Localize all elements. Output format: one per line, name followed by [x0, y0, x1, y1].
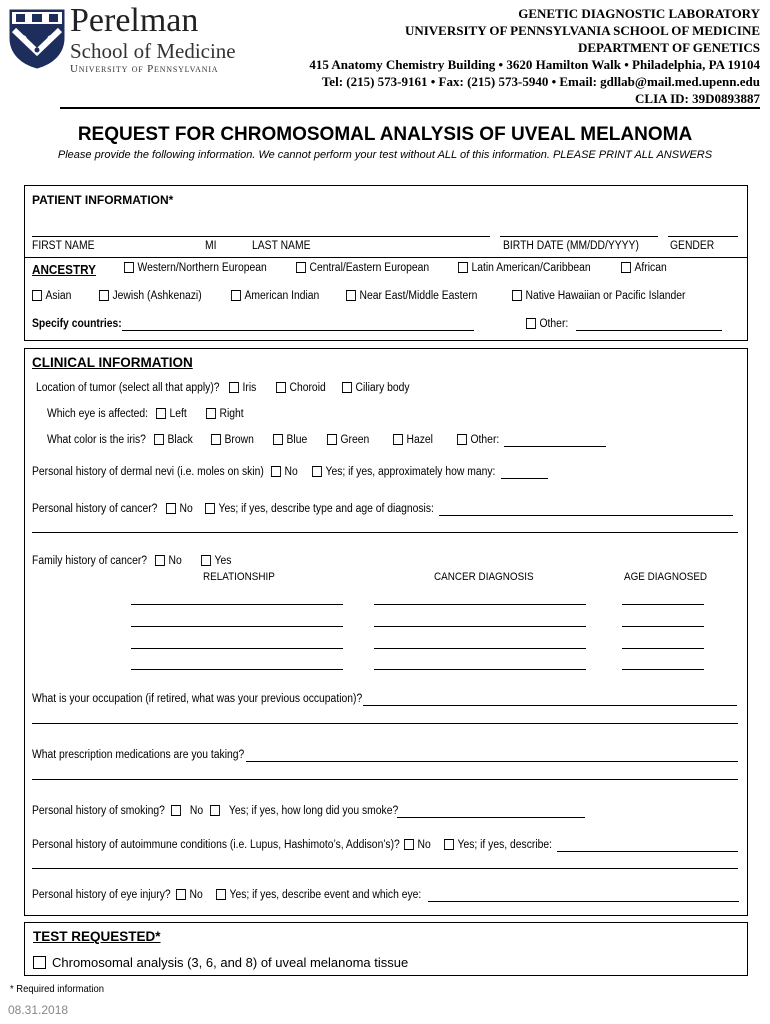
family-row-3-diagnosis[interactable]: [374, 648, 586, 649]
autoimmune-question: Personal history of autoimmune conditions (i.e. Lupus, Hashimoto’s, Addison’s)?: [32, 839, 400, 851]
first-mi-last-name-line[interactable]: [32, 236, 490, 237]
iris-black[interactable]: Black: [154, 434, 193, 446]
patient-heading: PATIENT INFORMATION*: [32, 193, 174, 207]
specify-countries-line[interactable]: [122, 330, 474, 331]
cancer-question: Personal history of cancer?: [32, 503, 158, 515]
logo-university: University of Pennsylvania: [70, 63, 219, 75]
header-university: UNIVERSITY OF PENNSYLVANIA SCHOOL OF MEDICINE: [404, 23, 760, 38]
test-heading: TEST REQUESTED*: [33, 929, 161, 944]
family-row-1-relationship[interactable]: [131, 604, 343, 605]
logo: [8, 2, 258, 75]
ancestry-american-indian[interactable]: American Indian: [231, 290, 319, 302]
checkbox[interactable]: [458, 262, 468, 273]
family-row-1-age[interactable]: [622, 604, 704, 605]
birth-date-label: BIRTH DATE (MM/DD/YYYY): [503, 240, 639, 252]
required-footnote: * Required information: [10, 983, 105, 995]
gender-label: GENDER: [670, 240, 715, 252]
checkbox[interactable]: [32, 290, 42, 301]
header-divider: [60, 107, 760, 109]
checkbox[interactable]: [206, 408, 216, 419]
checkbox[interactable]: [155, 555, 165, 566]
occupation-line-2[interactable]: [32, 723, 738, 724]
ancestry-hawaiian[interactable]: Native Hawaiian or Pacific Islander: [512, 290, 685, 302]
family-row-2-relationship[interactable]: [131, 626, 343, 627]
autoimmune-describe-line[interactable]: [557, 851, 738, 852]
iris-other-line[interactable]: [504, 446, 606, 447]
header-contact: Tel: (215) 573-9161 • Fax: (215) 573-5940 • Email: gdllab@mail.med.upenn.edu: [321, 74, 760, 89]
ancestry-other[interactable]: Other:: [526, 318, 568, 330]
checkbox[interactable]: [156, 408, 166, 419]
form-date: 08.31.2018: [8, 1003, 69, 1017]
nevi-no[interactable]: No: [271, 466, 298, 478]
checkbox[interactable]: [393, 434, 403, 445]
checkbox[interactable]: [342, 382, 352, 393]
location-iris[interactable]: Iris: [229, 382, 256, 394]
clinical-heading: CLINICAL INFORMATION: [32, 355, 193, 370]
autoimmune-yes[interactable]: Yes; if yes, describe:: [444, 839, 552, 851]
family-question: Family history of cancer?: [32, 555, 148, 567]
last-name-label: LAST NAME: [252, 240, 311, 252]
checkbox[interactable]: [404, 839, 414, 850]
cancer-describe-line-2[interactable]: [32, 532, 738, 533]
col-relationship: RELATIONSHIP: [203, 571, 275, 583]
test-chromosomal-option[interactable]: Chromosomal analysis (3, 6, and 8) of uveal melanoma tissue: [33, 955, 408, 970]
mi-label: MI: [205, 240, 217, 252]
checkbox[interactable]: [444, 839, 454, 850]
ancestry-other-line[interactable]: [576, 330, 722, 331]
smoking-no[interactable]: No: [171, 805, 203, 817]
checkbox[interactable]: [526, 318, 536, 329]
iris-other[interactable]: Other:: [457, 434, 499, 446]
logo-name: Perelman: [70, 2, 199, 39]
family-row-4-relationship[interactable]: [131, 669, 343, 670]
occupation-question: What is your occupation (if retired, what was your previous occupation)?: [32, 693, 363, 705]
checkbox[interactable]: [312, 466, 322, 477]
checkbox[interactable]: [276, 382, 286, 393]
header-department: DEPARTMENT OF GENETICS: [577, 40, 760, 55]
nevi-yes[interactable]: Yes; if yes, approximately how many:: [312, 466, 495, 478]
checkbox[interactable]: [327, 434, 337, 445]
checkbox[interactable]: [296, 262, 306, 273]
iris-blue[interactable]: Blue: [273, 434, 307, 446]
location-question: Location of tumor (select all that apply)?: [36, 382, 220, 394]
eye-question: Which eye is affected:: [47, 408, 149, 420]
iris-green[interactable]: Green: [327, 434, 369, 446]
family-row-1-diagnosis[interactable]: [374, 604, 586, 605]
injury-question: Personal history of eye injury?: [32, 889, 171, 901]
ancestry-latin[interactable]: Latin American/Caribbean: [458, 262, 591, 274]
checkbox[interactable]: [211, 434, 221, 445]
eye-right[interactable]: Right: [206, 408, 244, 420]
checkbox[interactable]: [210, 805, 220, 816]
ancestry-african[interactable]: African: [621, 262, 667, 274]
checkbox[interactable]: [154, 434, 164, 445]
injury-yes[interactable]: Yes; if yes, describe event and which eye:: [216, 889, 421, 901]
nevi-count-line[interactable]: [501, 478, 548, 479]
checkbox[interactable]: [201, 555, 211, 566]
header-clia: CLIA ID: 39D0893887: [635, 91, 760, 106]
page-subtitle: Please provide the following information. We cannot perform your test without ALL of this information. PLEASE PRINT ALL ANSWERS: [57, 149, 713, 161]
page-title: REQUEST FOR CHROMOSOMAL ANALYSIS OF UVEAL MELANOMA: [77, 124, 693, 145]
ancestry-jewish[interactable]: Jewish (Ashkenazi): [99, 290, 202, 302]
smoking-duration-line[interactable]: [397, 817, 585, 818]
gender-line[interactable]: [668, 236, 738, 237]
location-ciliary[interactable]: Ciliary body: [342, 382, 410, 394]
checkbox[interactable]: [216, 889, 226, 900]
checkbox[interactable]: [176, 889, 186, 900]
family-yes[interactable]: Yes: [201, 555, 231, 567]
family-no[interactable]: No: [155, 555, 182, 567]
logo-school: School of Medicine: [70, 39, 236, 63]
checkbox[interactable]: [457, 434, 467, 445]
meds-line[interactable]: [246, 761, 738, 762]
checkbox[interactable]: [33, 956, 46, 969]
col-age: AGE DIAGNOSED: [624, 571, 708, 583]
col-diagnosis: CANCER DIAGNOSIS: [434, 571, 534, 583]
ancestry-central[interactable]: Central/Eastern European: [296, 262, 429, 274]
injury-describe-line[interactable]: [428, 901, 739, 902]
cancer-no[interactable]: No: [166, 503, 193, 515]
cancer-describe-line[interactable]: [439, 515, 733, 516]
checkbox[interactable]: [124, 262, 134, 273]
ancestry-asian[interactable]: Asian: [32, 290, 71, 302]
checkbox[interactable]: [273, 434, 283, 445]
family-row-2-diagnosis[interactable]: [374, 626, 586, 627]
first-name-label: FIRST NAME: [32, 240, 95, 252]
autoimmune-describe-line-2[interactable]: [32, 868, 738, 869]
family-row-2-age[interactable]: [622, 626, 704, 627]
header-lab: GENETIC DIAGNOSTIC LABORATORY: [518, 6, 760, 21]
checkbox[interactable]: [229, 382, 239, 393]
patient-divider: [24, 257, 748, 258]
meds-question: What prescription medications are you taking?: [32, 749, 245, 761]
autoimmune-no[interactable]: No: [404, 839, 431, 851]
family-row-4-diagnosis[interactable]: [374, 669, 586, 670]
family-row-4-age[interactable]: [622, 669, 704, 670]
cancer-yes[interactable]: Yes; if yes, describe type and age of diagnosis:: [205, 503, 434, 515]
shield-logo-icon: [8, 8, 66, 70]
checkbox[interactable]: [346, 290, 356, 301]
ancestry-near-east[interactable]: Near East/Middle Eastern: [346, 290, 477, 302]
checkbox[interactable]: [205, 503, 215, 514]
checkbox[interactable]: [99, 290, 109, 301]
ancestry-western[interactable]: Western/Northern European: [124, 262, 267, 274]
meds-line-2[interactable]: [32, 779, 738, 780]
checkbox[interactable]: [621, 262, 631, 273]
specify-countries-label: Specify countries:: [32, 318, 122, 330]
family-row-3-relationship[interactable]: [131, 648, 343, 649]
family-row-3-age[interactable]: [622, 648, 704, 649]
smoking-yes[interactable]: Yes; if yes, how long did you smoke?: [210, 805, 398, 817]
birth-date-line[interactable]: [500, 236, 658, 237]
iris-brown[interactable]: Brown: [211, 434, 254, 446]
checkbox[interactable]: [171, 805, 181, 816]
injury-no[interactable]: No: [176, 889, 203, 901]
smoking-question: Personal history of smoking?: [32, 805, 165, 817]
checkbox[interactable]: [231, 290, 241, 301]
ancestry-label: ANCESTRY: [32, 262, 96, 277]
iris-question: What color is the iris?: [47, 434, 146, 446]
eye-left[interactable]: Left: [156, 408, 187, 420]
checkbox[interactable]: [166, 503, 176, 514]
occupation-line[interactable]: [363, 705, 737, 706]
location-choroid[interactable]: Choroid: [276, 382, 326, 394]
nevi-question: Personal history of dermal nevi (i.e. moles on skin): [32, 466, 264, 478]
checkbox[interactable]: [512, 290, 522, 301]
checkbox[interactable]: [271, 466, 281, 477]
header-address: 415 Anatomy Chemistry Building • 3620 Hamilton Walk • Philadelphia, PA 19104: [309, 57, 760, 72]
iris-hazel[interactable]: Hazel: [393, 434, 433, 446]
